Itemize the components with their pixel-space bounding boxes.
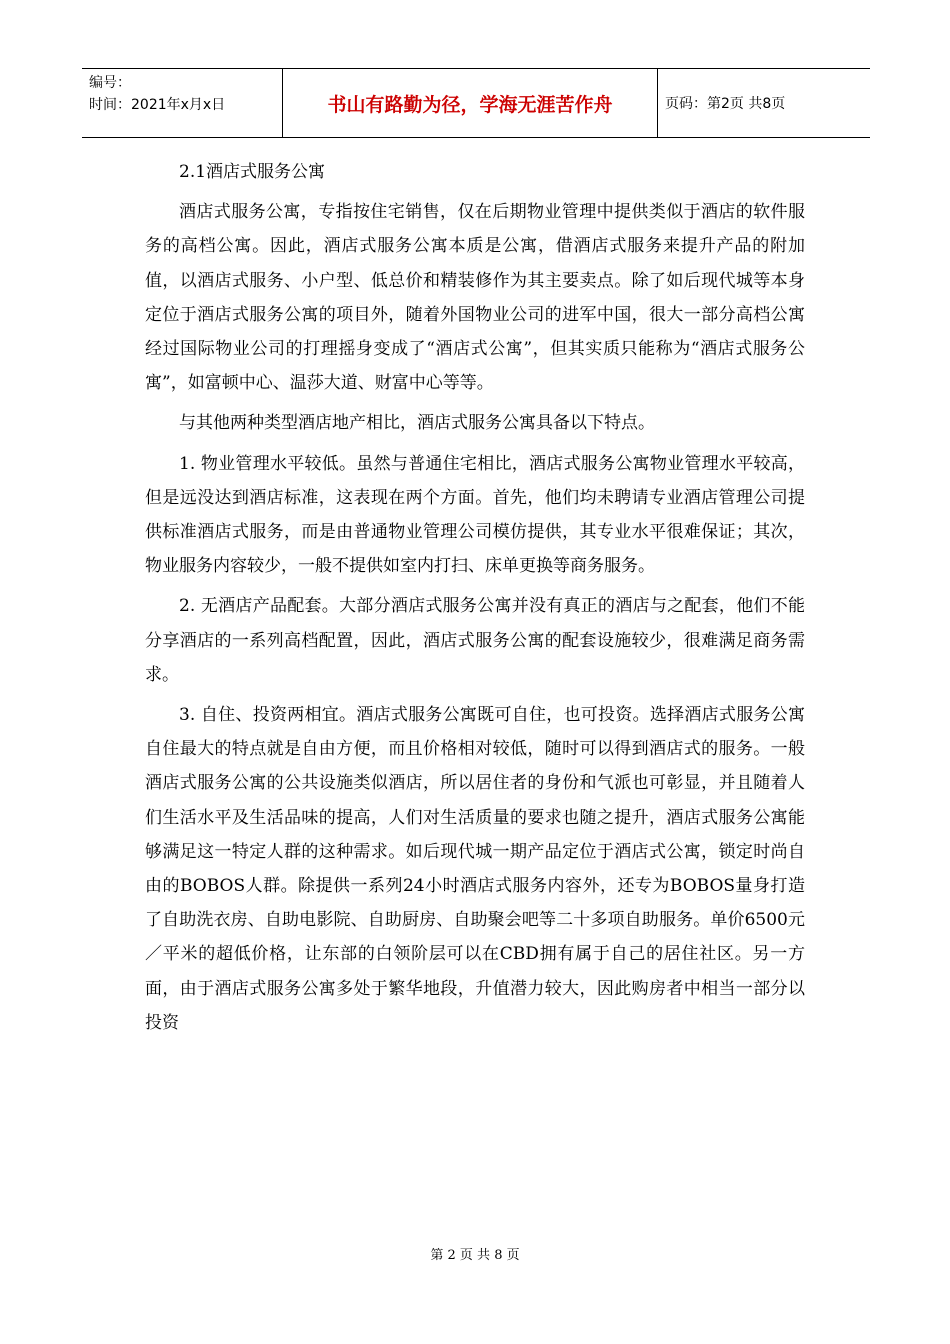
header-motto: 书山有路勤为径，学海无涯苦作舟: [282, 69, 658, 137]
document-body: [145, 155, 805, 1040]
header-page-info: 页码：第2页 共8页: [665, 96, 786, 112]
paragraph: 3. 自住、投资两相宜。酒店式服务公寓既可自住，也可投资。选择酒店式服务公寓自住最大的特点就是自由方便，而且价格相对较低，随时可以得到酒店式的服务。一般酒店式服务公寓的公共设施类似酒店，所以居住者的身份和气派也可彰显，并且随着人们生活水平及生活品味的提高，人们对生活质量的要求也随之提升，酒店式服务公寓能够满足这一特定人群的这种需求。如后现代城一期产品定位于酒店式公寓，锁定时尚自由的BOBOS人群。除提供一系列24小时酒店式服务内容外，还专为BOBOS量身打造了自助洗衣房、自助电影院、自助厨房、自助聚会吧等二十多项自助服务。单价6500元／平米的超低价格，让东部的白领阶层可以在CBD拥有属于自己的居住社区。另一方面，由于酒店式服务公寓多处于繁华地段，升值潜力较大，因此购房者中相当一部分以投资: [145, 705, 805, 1033]
paragraph: 2. 无酒店产品配套。大部分酒店式服务公寓并没有真正的酒店与之配套，他们不能分享酒店的一系列高档配置，因此，酒店式服务公寓的配套设施较少，很难满足商务需求。: [145, 596, 805, 685]
document-number-label: 编号：: [89, 75, 131, 91]
paragraph: 酒店式服务公寓，专指按住宅销售，仅在后期物业管理中提供类似于酒店的软件服务的高档公寓。因此，酒店式服务公寓本质是公寓，借酒店式服务来提升产品的附加值，以酒店式服务、小户型、低总价和精装修作为其主要卖点。除了如后现代城等本身定位于酒店式服务公寓的项目外，随着外国物业公司的进军中国，很大一部分高档公寓经过国际物业公司的打理摇身变成了“酒店式公寓”，但其实质只能称为“酒店式服务公寓”，如富顿中心、温莎大道、财富中心等等。: [145, 202, 805, 394]
header-table: [82, 68, 870, 138]
paragraph: 与其他两种类型酒店地产相比，酒店式服务公寓具备以下特点。: [179, 413, 655, 434]
page-footer: 第 2 页 共 8 页: [430, 1248, 520, 1263]
document-time-label: 时间：2021年x月x日: [89, 97, 226, 113]
section-title: 2.1酒店式服务公寓: [179, 162, 326, 182]
header-left-cell: [82, 69, 282, 137]
paragraph: 1. 物业管理水平较低。虽然与普通住宅相比，酒店式服务公寓物业管理水平较高，但是远没达到酒店标准，这表现在两个方面。首先，他们均未聘请专业酒店管理公司提供标准酒店式服务，而是由普通物业管理公司模仿提供，其专业水平很难保证；其次，物业服务内容较少，一般不提供如室内打扫、床单更换等商务服务。: [145, 453, 805, 577]
